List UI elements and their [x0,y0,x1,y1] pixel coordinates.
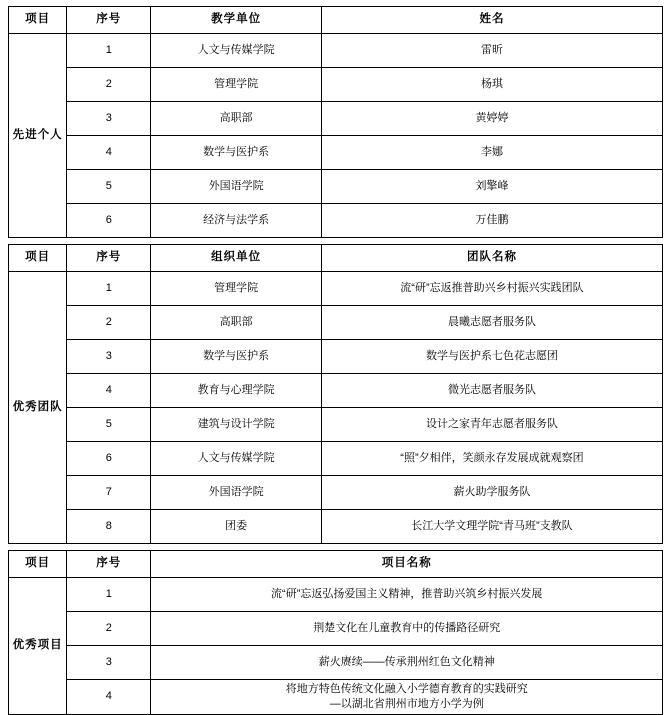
cell-no: 2 [67,306,151,340]
cell-name: 微光志愿者服务队 [321,374,662,408]
cell-no: 5 [67,408,151,442]
cell-no: 8 [67,510,151,544]
cell-name: 黄婷婷 [321,102,662,136]
cell-no: 4 [67,374,151,408]
cell-unit: 数学与医护系 [151,340,322,374]
cell-name: 雷昕 [321,34,662,68]
table-row [9,136,663,170]
cell-unit: 外国语学院 [151,476,322,510]
cell-no: 7 [67,476,151,510]
table-row [9,646,663,680]
cell-no: 6 [67,442,151,476]
project-name-line-1: 将地方特色传统文化融入小学德育教育的实践研究 [285,683,528,695]
cell-name: “照”夕相伴，笑颜永存发展成就观察团 [321,442,662,476]
cell-unit: 团委 [151,510,322,544]
cell-name: 李娜 [321,136,662,170]
category-cell-excellent-team: 优秀团队 [9,272,67,544]
cell-no: 5 [67,170,151,204]
header-cell-unit: 组织单位 [151,245,322,272]
header-cell-no: 序号 [67,245,151,272]
cell-unit: 经济与法学系 [151,204,322,238]
header-cell-name: 团队名称 [321,245,662,272]
cell-unit: 高职部 [151,306,322,340]
table-row [9,34,663,68]
cell-no: 3 [67,340,151,374]
cell-unit: 教育与心理学院 [151,374,322,408]
cell-name: 杨琪 [321,68,662,102]
header-cell-project-name: 项目名称 [151,551,663,578]
cell-unit: 人文与传媒学院 [151,442,322,476]
cell-no: 4 [67,680,151,715]
cell-unit: 建筑与设计学院 [151,408,322,442]
cell-name: 流“研”忘返推普助兴乡村振兴实践团队 [321,272,662,306]
table-row [9,204,663,238]
award-list-document [0,6,671,710]
table-row [9,578,663,612]
table-row [9,374,663,408]
cell-name: 设计之家青年志愿者服务队 [321,408,662,442]
category-cell-advanced-individual: 先进个人 [9,34,67,238]
cell-no: 4 [67,136,151,170]
cell-name: 薪火助学服务队 [321,476,662,510]
table-row [9,170,663,204]
cell-unit: 管理学院 [151,272,322,306]
table-row [9,476,663,510]
cell-no: 3 [67,102,151,136]
table-row [9,102,663,136]
cell-name: 刘擎峰 [321,170,662,204]
cell-name: 万佳鹏 [321,204,662,238]
cell-unit: 人文与传媒学院 [151,34,322,68]
table-header-row [9,7,663,34]
header-cell-no: 序号 [67,551,151,578]
cell-no: 2 [67,68,151,102]
category-cell-excellent-project: 优秀项目 [9,578,67,715]
table-row [9,442,663,476]
cell-name: 数学与医护系七色花志愿团 [321,340,662,374]
cell-unit: 外国语学院 [151,170,322,204]
cell-project-name: 荆楚文化在儿童教育中的传播路径研究 [151,612,663,646]
table-row [9,510,663,544]
cell-no: 1 [67,272,151,306]
table-row [9,306,663,340]
header-cell-no: 序号 [67,7,151,34]
cell-no: 1 [67,34,151,68]
cell-project-name: 薪火赓续——传承荆州红色文化精神 [151,646,663,680]
table-row [9,340,663,374]
table-row [9,68,663,102]
table-excellent-teams [8,244,663,544]
cell-project-name: 流“研”忘返弘扬爱国主义精神，推普助兴筑乡村振兴发展 [151,578,663,612]
project-name-line-2: —以湖北省荆州市地方小学为例 [329,697,484,710]
cell-no: 3 [67,646,151,680]
table-row [9,612,663,646]
cell-project-name [151,680,663,715]
cell-unit: 数学与医护系 [151,136,322,170]
table-header-row [9,245,663,272]
cell-no: 1 [67,578,151,612]
table-header-row [9,551,663,578]
header-cell-name: 姓名 [321,7,662,34]
cell-unit: 高职部 [151,102,322,136]
cell-name: 长江大学文理学院“青马班”支教队 [321,510,662,544]
header-cell-category: 项目 [9,551,67,578]
cell-unit: 管理学院 [151,68,322,102]
table-row [9,680,663,715]
header-cell-category: 项目 [9,7,67,34]
cell-name: 晨曦志愿者服务队 [321,306,662,340]
table-row [9,272,663,306]
table-excellent-projects [8,550,663,715]
cell-no: 2 [67,612,151,646]
table-row [9,408,663,442]
table-advanced-individuals [8,6,663,238]
cell-no: 6 [67,204,151,238]
header-cell-category: 项目 [9,245,67,272]
header-cell-unit: 教学单位 [151,7,322,34]
